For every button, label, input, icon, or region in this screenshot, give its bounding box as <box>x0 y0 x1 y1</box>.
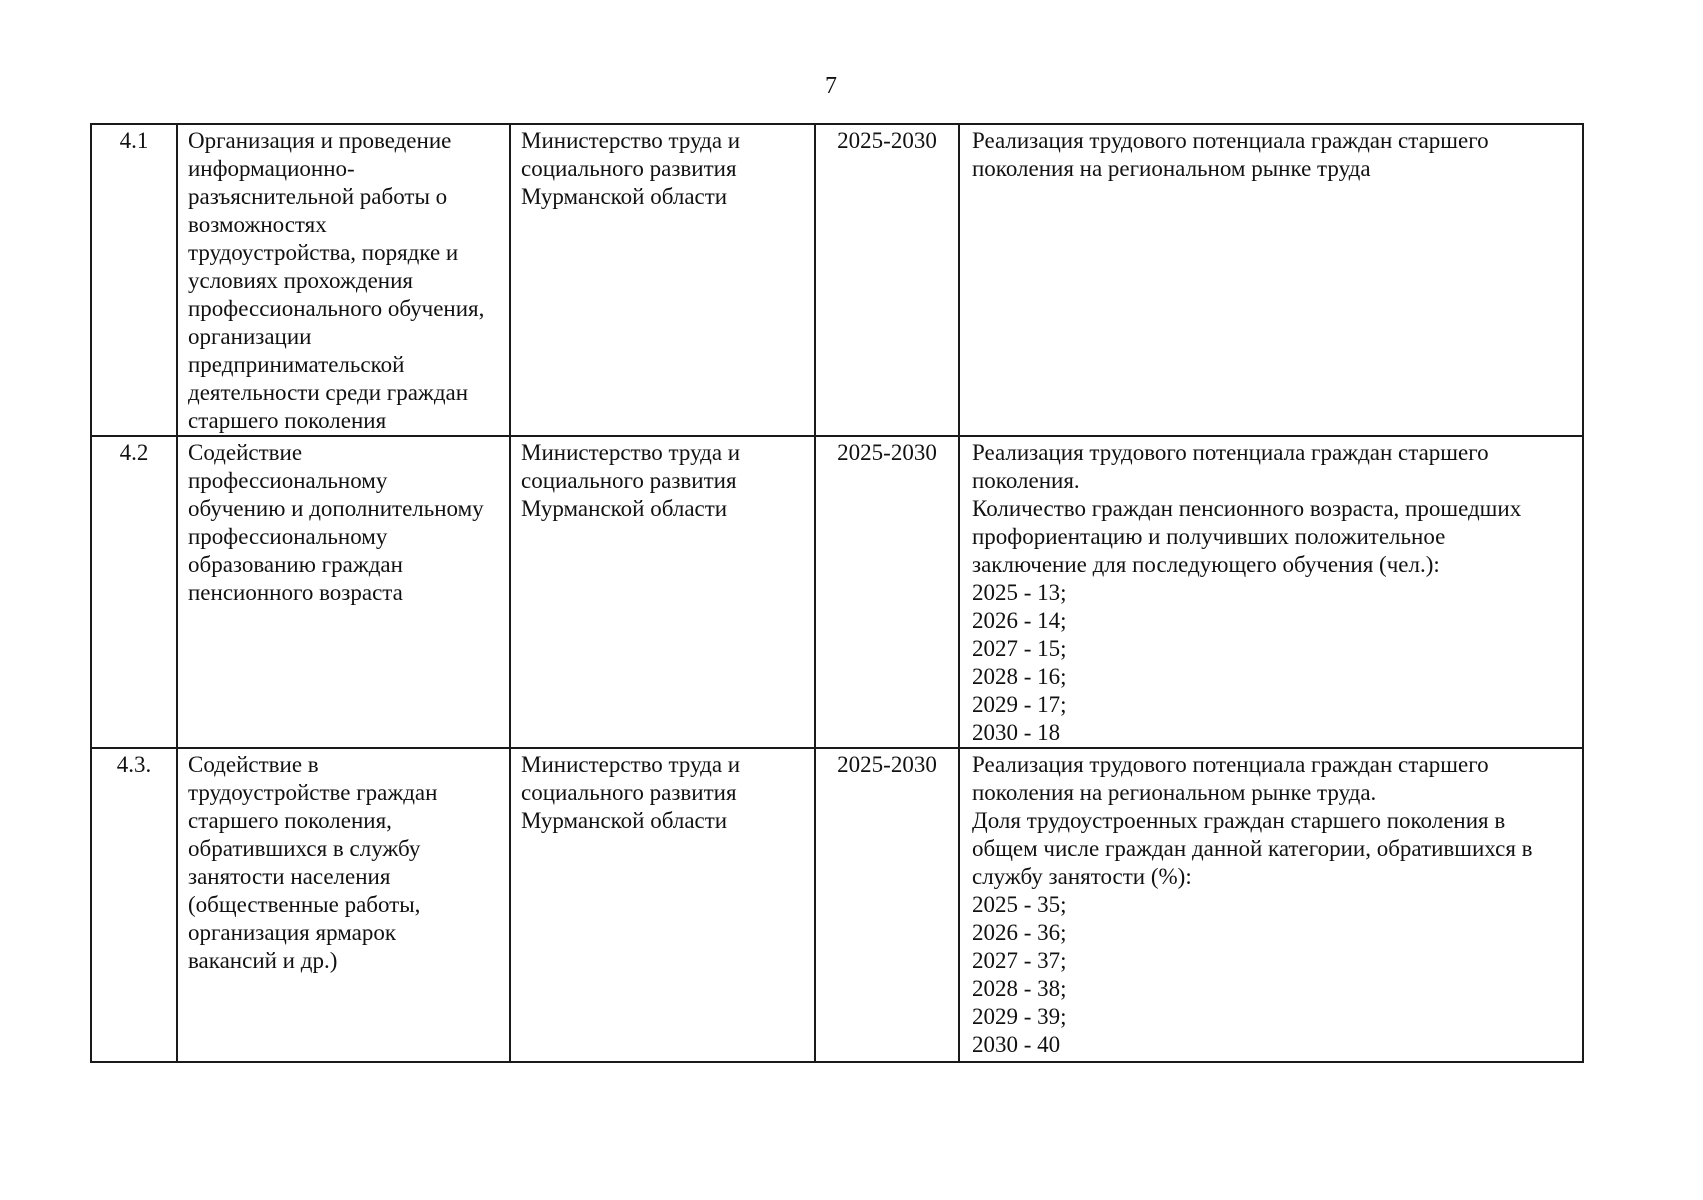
measures-table-body <box>91 124 1583 1062</box>
executor-cell <box>510 748 815 1062</box>
result-line: 2028 - 38; <box>972 976 1067 1001</box>
executor-line: социального развития <box>521 468 737 493</box>
row-number-cell <box>91 124 177 436</box>
result-line: 2029 - 39; <box>972 1004 1067 1029</box>
page-number: 7 <box>825 73 837 99</box>
measure-name-line: информационно- <box>188 156 355 181</box>
measure-name-line: организации <box>188 324 312 349</box>
result-line: 2027 - 37; <box>972 948 1067 973</box>
table-row <box>91 124 1583 436</box>
result-line: службу занятости (%): <box>972 864 1192 889</box>
measure-name-line: образованию граждан <box>188 552 403 577</box>
table-row <box>91 748 1583 1062</box>
result-line: профориентацию и получивших положительное <box>972 524 1446 549</box>
executor-line: Мурманской области <box>521 808 728 833</box>
measure-name-line: трудоустройства, порядке и <box>188 240 459 265</box>
measure-name-line: возможностях <box>188 212 327 237</box>
row-number-cell <box>91 436 177 748</box>
period: 2025-2030 <box>837 128 937 153</box>
period-cell <box>815 124 959 436</box>
result-cell <box>959 748 1583 1062</box>
measure-name-line: занятости населения <box>188 864 391 889</box>
measure-name-line: (общественные работы, <box>188 892 421 917</box>
measure-name-line: Содействие <box>188 440 303 465</box>
result-cell <box>959 124 1583 436</box>
measure-name-line: Содействие в <box>188 752 319 777</box>
executor-line: Мурманской области <box>521 496 728 521</box>
result-line: 2027 - 15; <box>972 636 1067 661</box>
measure-name-cell <box>177 748 510 1062</box>
measures-table <box>90 123 1584 1063</box>
period-cell <box>815 748 959 1062</box>
executor-line: социального развития <box>521 780 737 805</box>
measure-name-cell <box>177 124 510 436</box>
result-line: 2025 - 35; <box>972 892 1067 917</box>
executor-line: Министерство труда и <box>521 128 741 153</box>
measure-name-line: условиях прохождения <box>188 268 413 293</box>
measure-name-line: вакансий и др.) <box>188 948 338 973</box>
period: 2025-2030 <box>837 440 937 465</box>
result-cell <box>959 436 1583 748</box>
measure-name-line: профессиональному <box>188 524 388 549</box>
measure-name-line: организация ярмарок <box>188 920 397 945</box>
table-row <box>91 436 1583 748</box>
result-line: 2028 - 16; <box>972 664 1067 689</box>
result-line: Доля трудоустроенных граждан старшего поколения в <box>972 808 1506 833</box>
executor-line: Министерство труда и <box>521 440 741 465</box>
executor-line: Мурманской области <box>521 184 728 209</box>
measure-name-line: профессиональному <box>188 468 388 493</box>
row-number: 4.2 <box>119 440 149 465</box>
measure-name-line: предпринимательской <box>188 352 405 377</box>
executor-cell <box>510 436 815 748</box>
measure-name-cell <box>177 436 510 748</box>
result-line: 2030 - 40 <box>972 1032 1061 1057</box>
result-line: поколения. <box>972 468 1080 493</box>
measure-name-line: разъяснительной работы о <box>188 184 448 209</box>
result-line: Реализация трудового потенциала граждан старшего <box>972 128 1489 153</box>
result-line: Реализация трудового потенциала граждан старшего <box>972 752 1489 777</box>
result-line: заключение для последующего обучения (чел.): <box>972 552 1440 577</box>
row-number-cell <box>91 748 177 1062</box>
result-line: поколения на региональном рынке труда. <box>972 780 1377 805</box>
result-line: 2030 - 18 <box>972 720 1061 745</box>
result-line: 2026 - 36; <box>972 920 1067 945</box>
measure-name-line: старшего поколения, <box>188 808 392 833</box>
result-line: 2026 - 14; <box>972 608 1067 633</box>
measure-name-line: пенсионного возраста <box>188 580 403 605</box>
result-line: 2029 - 17; <box>972 692 1067 717</box>
row-number: 4.1 <box>119 128 149 153</box>
result-line: поколения на региональном рынке труда <box>972 156 1371 181</box>
executor-line: Министерство труда и <box>521 752 741 777</box>
measure-name-line: старшего поколения <box>188 408 387 433</box>
period: 2025-2030 <box>837 752 937 777</box>
executor-line: социального развития <box>521 156 737 181</box>
result-line: Реализация трудового потенциала граждан старшего <box>972 440 1489 465</box>
result-line: общем числе граждан данной категории, обратившихся в <box>972 836 1533 861</box>
result-line: 2025 - 13; <box>972 580 1067 605</box>
measure-name-line: профессионального обучения, <box>188 296 485 321</box>
measure-name-line: трудоустройстве граждан <box>188 780 438 805</box>
executor-cell <box>510 124 815 436</box>
row-number: 4.3. <box>116 752 152 777</box>
period-cell <box>815 436 959 748</box>
measure-name-line: обратившихся в службу <box>188 836 421 861</box>
measure-name-line: обучению и дополнительному <box>188 496 484 521</box>
measure-name-line: деятельности среди граждан <box>188 380 469 405</box>
result-line: Количество граждан пенсионного возраста, прошедших <box>972 496 1522 521</box>
measure-name-line: Организация и проведение <box>188 128 452 153</box>
